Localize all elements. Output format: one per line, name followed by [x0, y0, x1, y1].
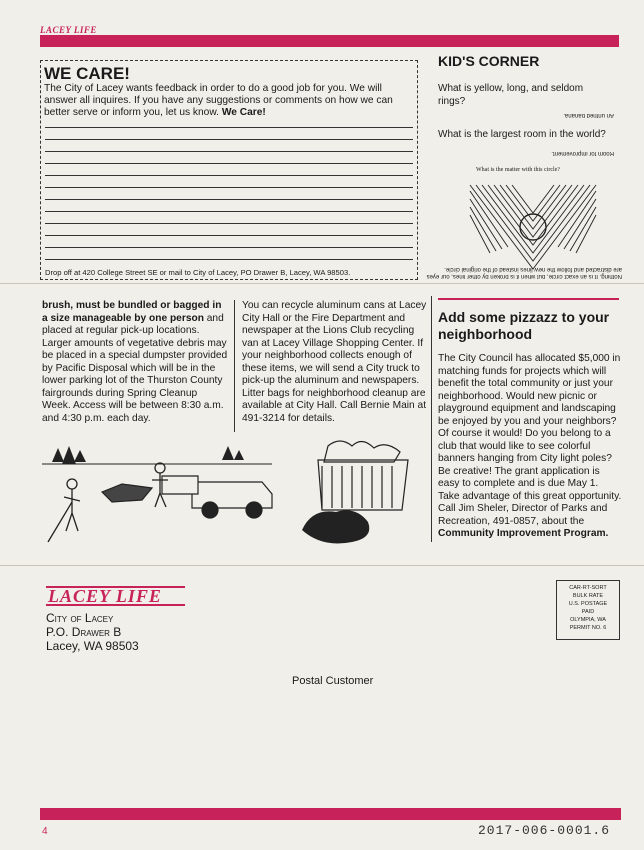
lacey-life-logo — [46, 586, 185, 606]
comment-line[interactable] — [45, 199, 413, 200]
return-address — [46, 586, 185, 653]
masthead-bar — [40, 35, 619, 47]
permit-line: BULK RATE — [572, 593, 604, 599]
optical-illusion-figure — [468, 177, 598, 277]
comment-line[interactable] — [45, 151, 413, 152]
comment-line[interactable] — [45, 211, 413, 212]
we-care-title: WE CARE! — [44, 64, 130, 83]
permit-line: CAR-RT-SORT — [569, 585, 607, 591]
footer-bar — [40, 808, 621, 820]
address-line-3: Lacey, WA 98503 — [46, 639, 139, 653]
comment-line[interactable] — [45, 235, 413, 236]
postal-recipient: Postal Customer — [292, 675, 374, 687]
pizzazz-title: Add some pizzazz to your neighborhood — [438, 309, 610, 342]
pizzazz-body-bold: Community Improvement Program. — [438, 528, 609, 539]
comment-line[interactable] — [45, 259, 413, 260]
kids-answer-1: An unfried banana. — [563, 112, 614, 118]
comment-line[interactable] — [45, 175, 413, 176]
we-care-dropoff: Drop off at 420 College Street SE or mail to City of Lacey, PO Drawer B, Lacey, WA 98503. — [45, 268, 351, 277]
kids-answer-3: Nothing. It is an exact circle, but when it is broken by other lines, our eyes are distracted and follow the new lines instead of the original circle. — [426, 266, 622, 279]
we-care-intro-text: The City of Lacey wants feedback in order to do a good job for you. We will answer all inquires. If you have any suggestions or comments on how we can better serve or inform you, let us know. — [44, 83, 393, 119]
kids-question-1: What is yellow, long, and seldom rings? — [438, 83, 584, 107]
kids-answer-2: Room for improvement. — [551, 150, 614, 156]
comment-line[interactable] — [45, 223, 413, 224]
accession-number: 2017-006-0001.6 — [478, 823, 611, 838]
permit-line: U.S. POSTAGE — [568, 601, 608, 607]
cleanup-column-1 — [42, 300, 228, 425]
kids-question-2: What is the largest room in the world? — [438, 129, 606, 140]
masthead-tag: LACEY LIFE — [40, 25, 97, 35]
paper-fold — [0, 565, 644, 566]
logo-text: LACEY LIFE — [48, 586, 162, 606]
section-rule — [438, 298, 619, 300]
pizzazz-section — [438, 309, 622, 541]
kids-corner-title: KID'S CORNER — [438, 53, 540, 69]
column-divider — [234, 300, 235, 432]
paper-fold — [0, 283, 644, 284]
cleanup-col1-bold: brush, must be bundled or bagged in a size manageable by one person — [42, 300, 222, 324]
kids-corner — [426, 53, 628, 279]
pizzazz-body-text: The City Council has allocated $5,000 in matching funds for projects which will benefit the total community or just your neighborhood. Would new picnic or playground equipment and landscaping be enjoyed by you and your neighbors? Of course it would! Do you belong to a club that would like to see colorful banners hanging from City light poles? Be creative! The grant application is easy to complete and is due May 1. Take advantage of this great opportunity. Call Jim Sheler, Director of Parks and Recreation, 491-0857, about the — [438, 353, 622, 527]
comment-line[interactable] — [45, 127, 413, 128]
kids-question-3: What is the matter with this circle? — [476, 167, 560, 173]
permit-line: OLYMPIA, WA — [570, 617, 606, 623]
address-line-1: City of Lacey — [46, 611, 114, 625]
cleanup-illustration — [42, 432, 427, 547]
cleanup-column-2: You can recycle aluminum cans at Lacey City Hall or the Fire Department and newspaper at the Lions Club recycling van at Lacey Village Shopping Center. If your neighborhood collects enough of these items, we will send a City truck to pick-up the aluminum and newspapers. Litter bags for neighborhood cleanup are available at City Hall. Call Bernie Main at 491-3214 for details. — [242, 300, 427, 424]
we-care-intro-bold: We Care! — [221, 107, 266, 119]
comment-line[interactable] — [45, 247, 413, 248]
pizzazz-body — [438, 353, 622, 541]
column-divider — [431, 296, 432, 542]
postage-permit — [556, 580, 620, 640]
permit-line: PERMIT NO. 6 — [569, 625, 607, 631]
we-care-form — [40, 60, 418, 280]
page-number: 4 — [42, 826, 48, 837]
comment-line[interactable] — [45, 187, 413, 188]
address-line-2: P.O. Drawer B — [46, 625, 122, 639]
comment-line[interactable] — [45, 163, 413, 164]
cleanup-col1-text: and placed at regular pick-up locations. Larger amounts of vegetative debris may be placed in a special dumpster provided by Pacific Disposal which will be in the lower parking lot of the Thurston County fairgrounds during Spring Cleanup Week. Access will be between 8:30 a.m. and 4:30 p.m. each day. — [42, 312, 228, 424]
comment-line[interactable] — [45, 139, 413, 140]
permit-line: PAID — [581, 609, 595, 615]
we-care-intro — [44, 83, 412, 120]
